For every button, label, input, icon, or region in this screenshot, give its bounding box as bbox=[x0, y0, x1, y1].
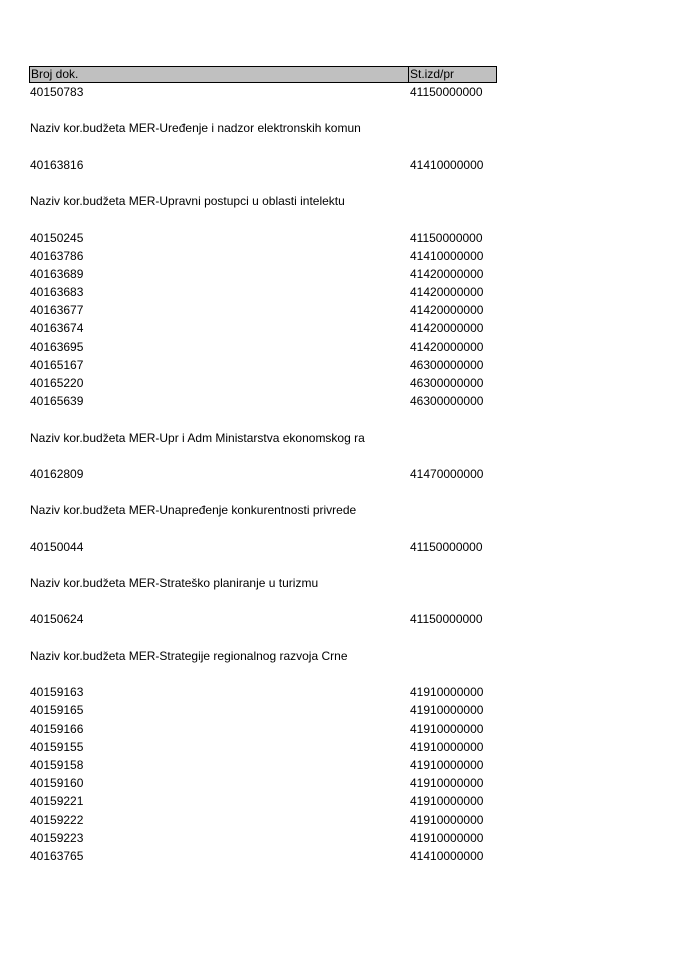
blank-row bbox=[29, 101, 497, 119]
doc-number-cell: 40163689 bbox=[30, 266, 84, 281]
st-izd-cell: 41420000000 bbox=[410, 339, 484, 354]
table-row bbox=[29, 811, 497, 829]
doc-number-cell: 40150783 bbox=[30, 85, 84, 99]
st-izd-cell: 41910000000 bbox=[410, 685, 484, 700]
st-izd-cell: 41910000000 bbox=[410, 721, 484, 736]
table-row bbox=[29, 156, 497, 174]
budget-group-title: Naziv kor.budžeta MER-Uređenje i nadzor elektronskih komun bbox=[30, 121, 361, 136]
doc-number-cell: 40159223 bbox=[30, 830, 84, 845]
spreadsheet bbox=[29, 66, 497, 865]
budget-group-title: Naziv kor.budžeta MER-Strateško planiranje u turizmu bbox=[30, 576, 319, 591]
table-row bbox=[29, 720, 497, 738]
blank-row bbox=[29, 520, 497, 538]
table-row bbox=[29, 774, 497, 792]
st-izd-cell: 41910000000 bbox=[410, 794, 484, 809]
table-row bbox=[29, 301, 497, 319]
table-row bbox=[29, 538, 497, 556]
st-izd-cell: 41470000000 bbox=[410, 466, 484, 481]
doc-number-cell: 40163695 bbox=[30, 339, 84, 354]
doc-number-cell: 40159222 bbox=[30, 812, 84, 827]
doc-number-cell: 40163765 bbox=[30, 848, 84, 863]
st-izd-cell: 41420000000 bbox=[410, 321, 484, 336]
budget-group-title: Naziv kor.budžeta MER-Unapređenje konkurentnosti privrede bbox=[30, 503, 357, 518]
doc-number-cell: 40159160 bbox=[30, 776, 84, 791]
doc-number-cell: 40159163 bbox=[30, 685, 84, 700]
blank-row bbox=[29, 410, 497, 428]
doc-number-cell: 40159158 bbox=[30, 757, 84, 772]
blank-row bbox=[29, 483, 497, 501]
doc-number-cell: 40159166 bbox=[30, 721, 84, 736]
blank-row bbox=[29, 629, 497, 647]
st-izd-cell: 41420000000 bbox=[410, 303, 484, 318]
doc-number-cell: 40159221 bbox=[30, 794, 84, 809]
table-row bbox=[29, 356, 497, 374]
column-divider bbox=[408, 67, 409, 82]
st-izd-cell: 41910000000 bbox=[410, 703, 484, 718]
st-izd-cell: 41910000000 bbox=[410, 757, 484, 772]
table-row bbox=[29, 847, 497, 865]
st-izd-cell: 46300000000 bbox=[410, 376, 484, 390]
blank-row bbox=[29, 174, 497, 192]
table-row bbox=[29, 701, 497, 719]
table-row bbox=[29, 392, 497, 410]
table-row bbox=[29, 338, 497, 356]
table-row bbox=[29, 83, 497, 101]
table-row bbox=[29, 683, 497, 701]
table-row bbox=[29, 319, 497, 337]
blank-row bbox=[29, 556, 497, 574]
table-row bbox=[29, 265, 497, 283]
doc-number-cell: 40165639 bbox=[30, 394, 84, 409]
st-izd-cell: 41410000000 bbox=[410, 848, 484, 863]
doc-number-cell: 40163816 bbox=[30, 157, 84, 172]
table-row bbox=[29, 283, 497, 301]
st-izd-cell: 41910000000 bbox=[410, 830, 484, 845]
table-row bbox=[29, 465, 497, 483]
budget-group-title: Naziv kor.budžeta MER-Strategije regionalnog razvoja Crne bbox=[30, 648, 348, 663]
doc-number-cell: 40163674 bbox=[30, 321, 84, 336]
table-row bbox=[29, 829, 497, 847]
st-izd-cell: 46300000000 bbox=[410, 394, 484, 409]
st-izd-cell: 41150000000 bbox=[410, 85, 483, 99]
table-row bbox=[29, 738, 497, 756]
doc-number-cell: 40159155 bbox=[30, 739, 84, 754]
budget-group-title: Naziv kor.budžeta MER-Upravni postupci u oblasti intelektu bbox=[30, 194, 345, 209]
st-izd-cell: 41410000000 bbox=[410, 157, 484, 172]
st-izd-cell: 41420000000 bbox=[410, 266, 484, 281]
st-izd-cell: 41150000000 bbox=[410, 612, 483, 627]
doc-number-cell: 40162809 bbox=[30, 466, 84, 481]
st-izd-cell: 41150000000 bbox=[410, 230, 483, 245]
table-row bbox=[29, 247, 497, 265]
blank-row bbox=[29, 592, 497, 610]
doc-number-cell: 40163683 bbox=[30, 285, 84, 300]
doc-number-cell: 40163786 bbox=[30, 248, 84, 263]
column-header-row bbox=[29, 66, 497, 83]
doc-number-cell: 40165220 bbox=[30, 376, 84, 390]
table-row bbox=[29, 374, 497, 392]
table-row bbox=[29, 229, 497, 247]
doc-number-cell: 40150624 bbox=[30, 612, 84, 627]
blank-row bbox=[29, 665, 497, 683]
st-izd-cell: 41910000000 bbox=[410, 739, 484, 754]
doc-number-cell: 40150245 bbox=[30, 230, 84, 245]
table-row bbox=[29, 792, 497, 810]
doc-number-cell: 40163677 bbox=[30, 303, 84, 318]
st-izd-cell: 41150000000 bbox=[410, 539, 483, 554]
budget-group-title: Naziv kor.budžeta MER-Upr i Adm Ministarstva ekonomskog ra bbox=[30, 430, 365, 445]
doc-number-cell: 40150044 bbox=[30, 539, 84, 554]
st-izd-cell: 46300000000 bbox=[410, 357, 484, 372]
table-row bbox=[29, 756, 497, 774]
st-izd-cell: 41420000000 bbox=[410, 285, 484, 300]
doc-number-cell: 40165167 bbox=[30, 357, 84, 372]
blank-row bbox=[29, 447, 497, 465]
table-body bbox=[29, 83, 497, 865]
blank-row bbox=[29, 138, 497, 156]
column-header-st-izd: St.izd/pr bbox=[410, 67, 455, 81]
blank-row bbox=[29, 210, 497, 228]
st-izd-cell: 41910000000 bbox=[410, 776, 484, 791]
table-row bbox=[29, 610, 497, 628]
st-izd-cell: 41910000000 bbox=[410, 812, 484, 827]
st-izd-cell: 41410000000 bbox=[410, 248, 484, 263]
column-header-doc-number: Broj dok. bbox=[31, 67, 79, 81]
doc-number-cell: 40159165 bbox=[30, 703, 84, 718]
